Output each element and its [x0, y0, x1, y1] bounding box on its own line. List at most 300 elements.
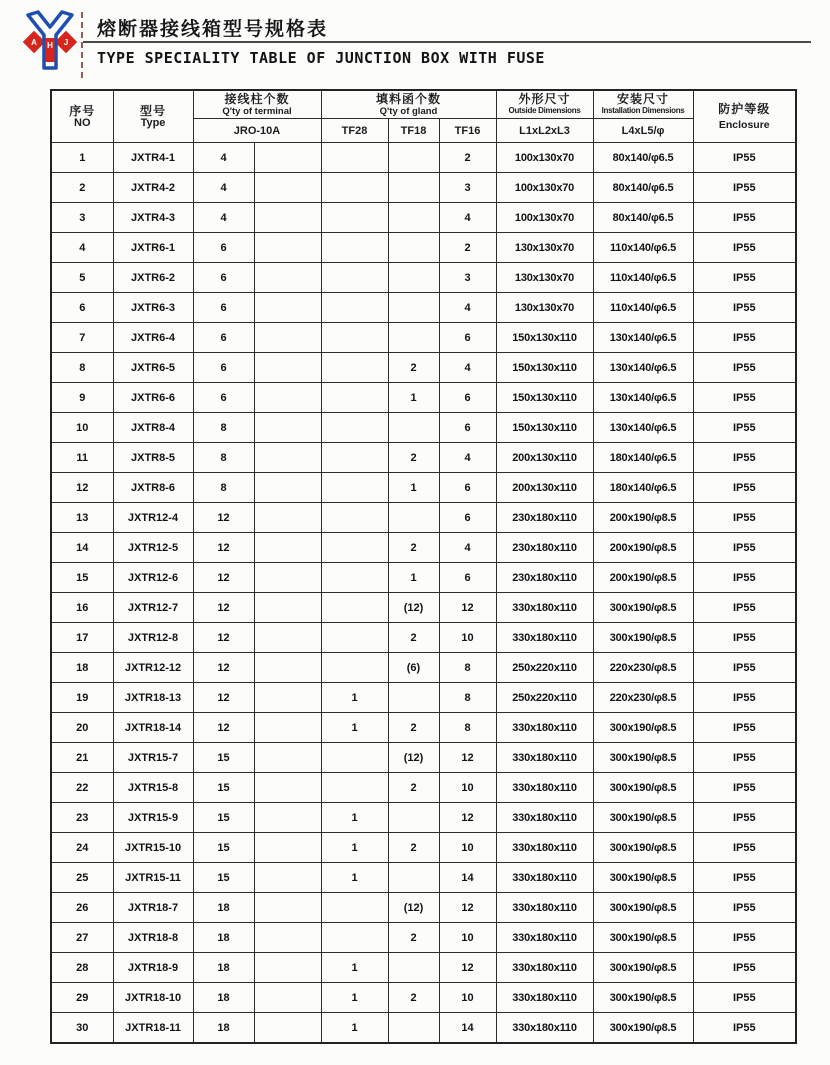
- cell-tf18: [388, 233, 439, 263]
- cell-install: 300x190/φ8.5: [593, 713, 693, 743]
- cell-outside: 230x180x110: [496, 503, 593, 533]
- cell-tf18: (12): [388, 893, 439, 923]
- cell-outside: 150x130x110: [496, 353, 593, 383]
- col-header-no-zh: 序号: [69, 104, 96, 118]
- cell-tf28: [321, 263, 388, 293]
- table-row: [51, 923, 796, 953]
- cell-no: 30: [51, 1013, 113, 1044]
- cell-terminal2: [254, 563, 321, 593]
- cell-no: 19: [51, 683, 113, 713]
- cell-enclosure: IP55: [693, 1013, 796, 1044]
- cell-enclosure: IP55: [693, 563, 796, 593]
- cell-terminal2: [254, 383, 321, 413]
- cell-tf28: [321, 233, 388, 263]
- cell-tf18: [388, 413, 439, 443]
- col-header-outside: [496, 90, 593, 119]
- col-header-type: [113, 90, 193, 143]
- cell-terminal: 18: [193, 923, 254, 953]
- cell-type: JXTR8-4: [113, 413, 193, 443]
- cell-type: JXTR12-4: [113, 503, 193, 533]
- table-row: [51, 353, 796, 383]
- cell-tf16: 10: [439, 923, 496, 953]
- cell-tf18: (12): [388, 593, 439, 623]
- table-row: [51, 743, 796, 773]
- cell-no: 11: [51, 443, 113, 473]
- cell-type: JXTR12-12: [113, 653, 193, 683]
- table-row: [51, 893, 796, 923]
- cell-tf28: 1: [321, 683, 388, 713]
- cell-enclosure: IP55: [693, 953, 796, 983]
- cell-type: JXTR18-14: [113, 713, 193, 743]
- cell-type: JXTR6-5: [113, 353, 193, 383]
- cell-tf16: 3: [439, 173, 496, 203]
- cell-no: 8: [51, 353, 113, 383]
- cell-no: 6: [51, 293, 113, 323]
- cell-outside: 250x220x110: [496, 653, 593, 683]
- cell-tf16: 4: [439, 533, 496, 563]
- cell-terminal: 18: [193, 953, 254, 983]
- col-subheader-l4xl5: L4xL5/φ: [593, 119, 693, 143]
- cell-type: JXTR12-5: [113, 533, 193, 563]
- table-row: [51, 383, 796, 413]
- table-row: [51, 683, 796, 713]
- cell-tf18: 2: [388, 353, 439, 383]
- cell-tf28: [321, 533, 388, 563]
- cell-tf16: 10: [439, 623, 496, 653]
- cell-type: JXTR12-8: [113, 623, 193, 653]
- cell-terminal2: [254, 473, 321, 503]
- table-row: [51, 413, 796, 443]
- col-header-install: [593, 90, 693, 119]
- cell-terminal: 12: [193, 683, 254, 713]
- cell-tf28: [321, 773, 388, 803]
- cell-enclosure: IP55: [693, 353, 796, 383]
- cell-type: JXTR18-9: [113, 953, 193, 983]
- cell-enclosure: IP55: [693, 473, 796, 503]
- cell-tf18: 2: [388, 713, 439, 743]
- table-row: [51, 143, 796, 173]
- page-title-chinese: 熔断器接线箱型号规格表: [97, 19, 329, 40]
- cell-terminal: 15: [193, 803, 254, 833]
- cell-install: 80x140/φ6.5: [593, 143, 693, 173]
- cell-terminal: 12: [193, 563, 254, 593]
- cell-tf16: 12: [439, 953, 496, 983]
- cell-no: 1: [51, 143, 113, 173]
- cell-enclosure: IP55: [693, 833, 796, 863]
- col-header-no-en: NO: [74, 117, 91, 129]
- cell-enclosure: IP55: [693, 983, 796, 1013]
- cell-outside: 200x130x110: [496, 443, 593, 473]
- cell-outside: 100x130x70: [496, 173, 593, 203]
- cell-type: JXTR4-1: [113, 143, 193, 173]
- table-row: [51, 773, 796, 803]
- cell-terminal: 15: [193, 773, 254, 803]
- cell-install: 180x140/φ6.5: [593, 473, 693, 503]
- col-header-install-en: Installation Dimensions: [601, 106, 685, 115]
- cell-install: 300x190/φ8.5: [593, 773, 693, 803]
- cell-tf16: 6: [439, 383, 496, 413]
- cell-outside: 330x180x110: [496, 833, 593, 863]
- table-row: [51, 953, 796, 983]
- cell-terminal2: [254, 323, 321, 353]
- cell-tf28: [321, 143, 388, 173]
- cell-terminal: 15: [193, 863, 254, 893]
- cell-tf28: [321, 623, 388, 653]
- cell-no: 16: [51, 593, 113, 623]
- cell-no: 27: [51, 923, 113, 953]
- cell-install: 300x190/φ8.5: [593, 1013, 693, 1044]
- col-header-outside-en: Outside Dimensions: [508, 106, 581, 115]
- cell-type: JXTR18-10: [113, 983, 193, 1013]
- cell-tf28: [321, 893, 388, 923]
- cell-terminal: 12: [193, 593, 254, 623]
- cell-tf18: [388, 683, 439, 713]
- cell-no: 18: [51, 653, 113, 683]
- cell-no: 12: [51, 473, 113, 503]
- company-logo-icon: [23, 10, 77, 74]
- cell-terminal2: [254, 863, 321, 893]
- cell-no: 22: [51, 773, 113, 803]
- svg-text:H: H: [47, 41, 53, 50]
- cell-tf16: 6: [439, 323, 496, 353]
- cell-tf16: 6: [439, 563, 496, 593]
- cell-terminal2: [254, 623, 321, 653]
- cell-tf16: 2: [439, 143, 496, 173]
- cell-tf28: [321, 653, 388, 683]
- cell-type: JXTR6-2: [113, 263, 193, 293]
- cell-no: 13: [51, 503, 113, 533]
- cell-install: 80x140/φ6.5: [593, 203, 693, 233]
- cell-tf28: [321, 293, 388, 323]
- cell-enclosure: IP55: [693, 743, 796, 773]
- cell-terminal: 4: [193, 143, 254, 173]
- spec-table: [50, 89, 797, 1044]
- cell-no: 25: [51, 863, 113, 893]
- cell-tf16: 4: [439, 353, 496, 383]
- cell-terminal: 12: [193, 533, 254, 563]
- cell-outside: 130x130x70: [496, 293, 593, 323]
- cell-enclosure: IP55: [693, 803, 796, 833]
- cell-enclosure: IP55: [693, 293, 796, 323]
- cell-tf28: [321, 413, 388, 443]
- cell-tf28: 1: [321, 833, 388, 863]
- cell-outside: 130x130x70: [496, 263, 593, 293]
- cell-tf28: 1: [321, 713, 388, 743]
- cell-terminal2: [254, 1013, 321, 1044]
- cell-enclosure: IP55: [693, 683, 796, 713]
- cell-outside: 150x130x110: [496, 413, 593, 443]
- cell-tf16: 10: [439, 773, 496, 803]
- cell-type: JXTR12-6: [113, 563, 193, 593]
- cell-tf16: 2: [439, 233, 496, 263]
- cell-tf18: 2: [388, 773, 439, 803]
- document-header: [0, 0, 830, 90]
- cell-tf28: [321, 173, 388, 203]
- col-subheader-tf28: TF28: [321, 119, 388, 143]
- cell-tf28: [321, 503, 388, 533]
- cell-type: JXTR18-8: [113, 923, 193, 953]
- cell-tf18: (6): [388, 653, 439, 683]
- cell-enclosure: IP55: [693, 713, 796, 743]
- cell-type: JXTR15-9: [113, 803, 193, 833]
- cell-type: JXTR4-3: [113, 203, 193, 233]
- cell-type: JXTR15-10: [113, 833, 193, 863]
- cell-install: 300x190/φ8.5: [593, 593, 693, 623]
- svg-text:J: J: [63, 38, 69, 47]
- cell-tf28: [321, 743, 388, 773]
- cell-enclosure: IP55: [693, 203, 796, 233]
- cell-tf18: [388, 1013, 439, 1044]
- cell-tf18: [388, 953, 439, 983]
- table-row: [51, 503, 796, 533]
- cell-tf16: 4: [439, 443, 496, 473]
- cell-outside: 100x130x70: [496, 203, 593, 233]
- cell-terminal: 6: [193, 263, 254, 293]
- cell-type: JXTR18-13: [113, 683, 193, 713]
- table-row: [51, 533, 796, 563]
- cell-tf18: 2: [388, 983, 439, 1013]
- cell-tf18: 2: [388, 443, 439, 473]
- cell-enclosure: IP55: [693, 623, 796, 653]
- cell-type: JXTR15-11: [113, 863, 193, 893]
- cell-outside: 150x130x110: [496, 323, 593, 353]
- cell-type: JXTR6-1: [113, 233, 193, 263]
- cell-terminal2: [254, 773, 321, 803]
- cell-tf18: [388, 323, 439, 353]
- cell-terminal: 6: [193, 353, 254, 383]
- col-header-terminal-zh: 接线柱个数: [224, 91, 290, 106]
- cell-terminal2: [254, 233, 321, 263]
- cell-no: 28: [51, 953, 113, 983]
- cell-install: 110x140/φ6.5: [593, 293, 693, 323]
- cell-outside: 250x220x110: [496, 683, 593, 713]
- cell-install: 300x190/φ8.5: [593, 833, 693, 863]
- col-header-terminal-en: Q'ty of terminal: [222, 105, 292, 117]
- cell-outside: 330x180x110: [496, 803, 593, 833]
- table-row: [51, 563, 796, 593]
- cell-install: 130x140/φ6.5: [593, 353, 693, 383]
- cell-outside: 130x130x70: [496, 233, 593, 263]
- cell-no: 3: [51, 203, 113, 233]
- col-header-gland-zh: 填料函个数: [376, 91, 442, 106]
- cell-tf28: 1: [321, 863, 388, 893]
- cell-enclosure: IP55: [693, 863, 796, 893]
- cell-enclosure: IP55: [693, 413, 796, 443]
- cell-terminal: 15: [193, 833, 254, 863]
- col-subheader-l1xl2xl3: L1xL2xL3: [496, 119, 593, 143]
- cell-enclosure: IP55: [693, 323, 796, 353]
- cell-terminal: 6: [193, 323, 254, 353]
- cell-type: JXTR6-3: [113, 293, 193, 323]
- cell-install: 300x190/φ8.5: [593, 743, 693, 773]
- cell-terminal: 4: [193, 173, 254, 203]
- cell-enclosure: IP55: [693, 383, 796, 413]
- cell-tf18: 1: [388, 383, 439, 413]
- cell-terminal2: [254, 683, 321, 713]
- cell-no: 10: [51, 413, 113, 443]
- cell-no: 15: [51, 563, 113, 593]
- cell-outside: 330x180x110: [496, 743, 593, 773]
- cell-install: 300x190/φ8.5: [593, 953, 693, 983]
- table-row: [51, 203, 796, 233]
- cell-enclosure: IP55: [693, 233, 796, 263]
- cell-terminal2: [254, 353, 321, 383]
- cell-terminal2: [254, 593, 321, 623]
- table-row: [51, 323, 796, 353]
- cell-outside: 100x130x70: [496, 143, 593, 173]
- cell-terminal: 8: [193, 413, 254, 443]
- cell-tf16: 4: [439, 203, 496, 233]
- cell-no: 29: [51, 983, 113, 1013]
- cell-tf28: [321, 323, 388, 353]
- spec-table-body: [51, 143, 796, 1044]
- cell-install: 130x140/φ6.5: [593, 413, 693, 443]
- cell-terminal: 18: [193, 893, 254, 923]
- table-row: [51, 443, 796, 473]
- cell-terminal2: [254, 143, 321, 173]
- cell-tf16: 6: [439, 413, 496, 443]
- table-row: [51, 473, 796, 503]
- cell-tf18: [388, 803, 439, 833]
- col-header-no: [51, 90, 113, 143]
- cell-outside: 330x180x110: [496, 983, 593, 1013]
- cell-terminal2: [254, 533, 321, 563]
- cell-tf28: [321, 383, 388, 413]
- cell-enclosure: IP55: [693, 923, 796, 953]
- table-row: [51, 623, 796, 653]
- cell-terminal2: [254, 953, 321, 983]
- cell-terminal: 6: [193, 233, 254, 263]
- col-header-type-en: Type: [140, 117, 166, 129]
- cell-terminal2: [254, 203, 321, 233]
- table-row: [51, 593, 796, 623]
- cell-enclosure: IP55: [693, 773, 796, 803]
- cell-terminal: 12: [193, 713, 254, 743]
- cell-install: 300x190/φ8.5: [593, 863, 693, 893]
- cell-tf28: 1: [321, 1013, 388, 1044]
- cell-outside: 330x180x110: [496, 623, 593, 653]
- cell-tf16: 8: [439, 713, 496, 743]
- col-header-enclosure: [693, 90, 796, 143]
- cell-tf16: 10: [439, 983, 496, 1013]
- col-header-enclosure-en: Enclosure: [718, 119, 770, 131]
- cell-no: 17: [51, 623, 113, 653]
- cell-type: JXTR8-6: [113, 473, 193, 503]
- cell-terminal: 4: [193, 203, 254, 233]
- cell-terminal2: [254, 503, 321, 533]
- cell-tf28: [321, 353, 388, 383]
- table-row: [51, 1013, 796, 1044]
- cell-type: JXTR15-8: [113, 773, 193, 803]
- table-row: [51, 233, 796, 263]
- table-row: [51, 293, 796, 323]
- cell-terminal: 15: [193, 743, 254, 773]
- cell-tf18: 1: [388, 473, 439, 503]
- col-header-install-zh: 安装尺寸: [617, 92, 670, 106]
- cell-tf16: 8: [439, 653, 496, 683]
- cell-outside: 150x130x110: [496, 383, 593, 413]
- cell-outside: 330x180x110: [496, 593, 593, 623]
- cell-tf16: 6: [439, 473, 496, 503]
- cell-tf16: 12: [439, 593, 496, 623]
- cell-install: 80x140/φ6.5: [593, 173, 693, 203]
- cell-no: 14: [51, 533, 113, 563]
- cell-tf18: (12): [388, 743, 439, 773]
- cell-terminal: 12: [193, 653, 254, 683]
- cell-tf18: [388, 293, 439, 323]
- cell-outside: 200x130x110: [496, 473, 593, 503]
- cell-type: JXTR8-5: [113, 443, 193, 473]
- cell-no: 9: [51, 383, 113, 413]
- cell-tf18: 2: [388, 923, 439, 953]
- cell-terminal: 12: [193, 623, 254, 653]
- col-header-gland: [321, 90, 496, 119]
- cell-install: 130x140/φ6.5: [593, 383, 693, 413]
- page-title-english: TYPE SPECIALITY TABLE OF JUNCTION BOX WITH FUSE: [97, 49, 545, 67]
- cell-terminal: 8: [193, 473, 254, 503]
- cell-no: 4: [51, 233, 113, 263]
- cell-terminal2: [254, 173, 321, 203]
- cell-terminal: 6: [193, 293, 254, 323]
- cell-install: 110x140/φ6.5: [593, 263, 693, 293]
- cell-outside: 330x180x110: [496, 1013, 593, 1044]
- cell-tf16: 6: [439, 503, 496, 533]
- cell-enclosure: IP55: [693, 503, 796, 533]
- cell-install: 300x190/φ8.5: [593, 893, 693, 923]
- cell-outside: 330x180x110: [496, 923, 593, 953]
- col-header-outside-zh: 外形尺寸: [518, 92, 571, 106]
- cell-tf28: [321, 563, 388, 593]
- cell-enclosure: IP55: [693, 443, 796, 473]
- col-header-gland-en: Q'ty of gland: [379, 105, 438, 117]
- col-subheader-tf18: TF18: [388, 119, 439, 143]
- cell-tf28: 1: [321, 953, 388, 983]
- cell-enclosure: IP55: [693, 893, 796, 923]
- cell-tf28: [321, 203, 388, 233]
- cell-outside: 230x180x110: [496, 563, 593, 593]
- cell-tf16: 14: [439, 1013, 496, 1044]
- cell-outside: 330x180x110: [496, 953, 593, 983]
- cell-no: 2: [51, 173, 113, 203]
- cell-terminal2: [254, 893, 321, 923]
- cell-install: 300x190/φ8.5: [593, 623, 693, 653]
- cell-terminal: 6: [193, 383, 254, 413]
- cell-tf18: [388, 263, 439, 293]
- cell-type: JXTR6-4: [113, 323, 193, 353]
- cell-terminal2: [254, 413, 321, 443]
- cell-terminal2: [254, 923, 321, 953]
- col-header-enclosure-zh: 防护等级: [718, 102, 771, 116]
- cell-tf16: 8: [439, 683, 496, 713]
- cell-tf28: [321, 593, 388, 623]
- cell-no: 5: [51, 263, 113, 293]
- cell-terminal: 8: [193, 443, 254, 473]
- table-row: [51, 173, 796, 203]
- cell-enclosure: IP55: [693, 173, 796, 203]
- cell-tf28: [321, 473, 388, 503]
- cell-terminal: 18: [193, 1013, 254, 1044]
- cell-type: JXTR18-11: [113, 1013, 193, 1044]
- cell-enclosure: IP55: [693, 263, 796, 293]
- svg-text:A: A: [31, 38, 37, 47]
- cell-terminal2: [254, 803, 321, 833]
- cell-install: 200x190/φ8.5: [593, 503, 693, 533]
- cell-install: 300x190/φ8.5: [593, 923, 693, 953]
- cell-tf18: [388, 143, 439, 173]
- cell-type: JXTR4-2: [113, 173, 193, 203]
- cell-no: 26: [51, 893, 113, 923]
- cell-tf18: 2: [388, 533, 439, 563]
